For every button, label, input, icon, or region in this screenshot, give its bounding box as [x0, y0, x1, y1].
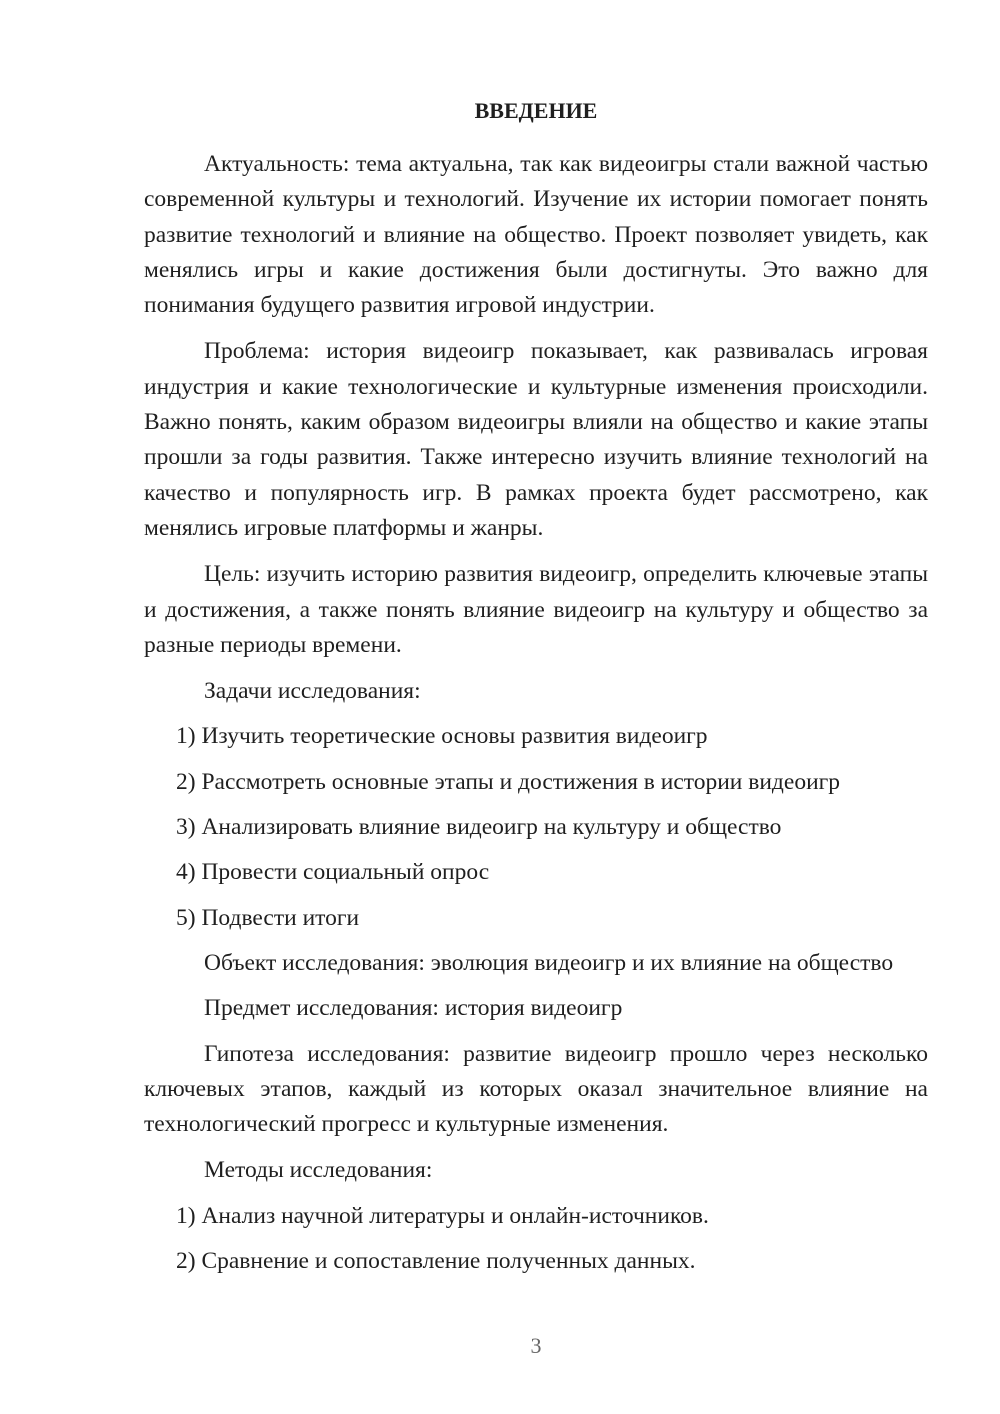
page-number: 3 [530, 1333, 542, 1358]
section-title: ВВЕДЕНИЕ [474, 98, 598, 123]
task-item: 4) Провести социальный опрос [176, 859, 490, 886]
document-page [144, 95, 928, 1289]
goal-paragraph: Цель: изучить историю развития видеоигр, определить ключевые этапы и достижения, а также понять влияние видеоигр на культуру и общество за разные периоды времени. [144, 561, 928, 658]
research-subject: Предмет исследования: история видеоигр [204, 995, 623, 1022]
research-object: Объект исследования: эволюция видеоигр и их влияние на общество [204, 949, 894, 976]
task-item: 1) Изучить теоретические основы развития видеоигр [176, 723, 708, 750]
tasks-heading: Задачи исследования: [204, 678, 421, 705]
hypothesis-paragraph: Гипотеза исследования: развитие видеоигр прошло через несколько ключевых этапов, каждый из которых оказал значительное влияние на технологический прогресс и культурные изменения. [144, 1040, 928, 1138]
method-item: 2) Сравнение и сопоставление полученных данных. [176, 1248, 696, 1275]
method-item: 1) Анализ научной литературы и онлайн-источников. [176, 1202, 709, 1229]
task-item: 2) Рассмотреть основные этапы и достижения в истории видеоигр [176, 768, 841, 795]
task-item: 3) Анализировать влияние видеоигр на культуру и общество [176, 814, 782, 841]
relevance-paragraph: Актуальность: тема актуальна, так как видеоигры стали важной частью современной культуры и технологий. Изучение их истории помогает понять развитие технологий и влияние на общество. Проект позволяет увидеть, как менялись игры и какие достижения были достигнуты. Это важно для понимания будущего развития игровой индустрии. [144, 151, 928, 319]
methods-heading: Методы исследования: [204, 1157, 433, 1184]
problem-paragraph: Проблема: история видеоигр показывает, как развивалась игровая индустрия и какие технологические и культурные изменения происходили. Важно понять, каким образом видеоигры влияли на общество и какие этапы прошли за годы развития. Также интересно изучить влияние технологий на качество и популярность игр. В рамках проекта будет рассмотрено, как менялись игровые платформы и жанры. [144, 338, 928, 541]
task-item: 5) Подвести итоги [176, 904, 360, 931]
